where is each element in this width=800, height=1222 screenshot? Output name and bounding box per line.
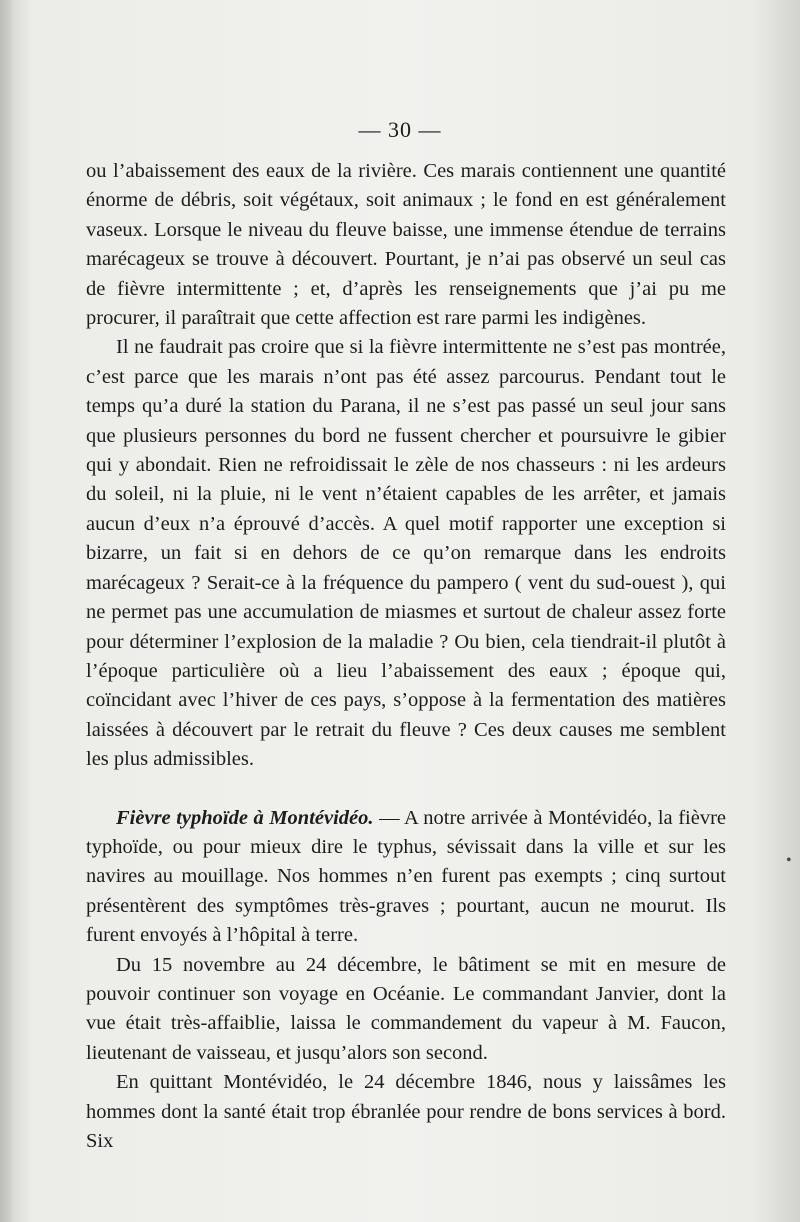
section-rubric: Fièvre typhoïde à Montévidéo. (116, 806, 374, 829)
body-text (86, 157, 726, 1156)
paragraph-departure-preparation: Du 15 novembre au 24 décembre, le bâtiment se mit en mesure de pouvoir continuer son voyage en Océanie. Le commandant Janvier, dont la vue était très-affaiblie, laissa le commandement du vapeur à M. Faucon, lieutenant de vaisseau, et jusqu’alors son second. (86, 953, 726, 1064)
page-number: — 30 — (358, 117, 442, 142)
margin-speck: • (786, 852, 792, 869)
paragraph-typhoid (86, 804, 726, 951)
paragraph-leaving-montevideo: En quittant Montévidéo, le 24 décembre 1846, nous y laissâmes les hommes dont la santé était trop ébranlée pour rendre de bons services à bord. Six (86, 1071, 726, 1152)
paragraph-continuation: ou l’abaissement des eaux de la rivière. Ces marais contiennent une quantité énorme de débris, soit végétaux, soit animaux ; le fond en est généralement vaseux. Lorsque le niveau du fleuve baisse, une immense étendue de terrains marécageux se trouve à découvert. Pourtant, je n’ai pas observé un seul cas de fièvre intermittente ; et, d’après les renseignements que j’ai pu me procurer, il paraîtrait que cette affection est rare parmi les indigènes. (86, 160, 726, 330)
paragraph-intermittent-fever: Il ne faudrait pas croire que si la fièvre intermittente ne s’est pas montrée, c’est parce que les marais n’ont pas été assez parcourus. Pendant tout le temps qu’a duré la station du Parana, il ne s’est pas passé un seul jour sans que plusieurs personnes du bord ne fussent chercher et poursuivre le gibier qui y abondait. Rien ne refroidissait le zèle de nos chasseurs : ni les ardeurs du soleil, ni la pluie, ni le vent n’étaient capables de les arrêter, et jamais aucun d’eux n’a éprouvé d’accès. A quel motif rapporter une exception si bizarre, un fait si en dehors de ce qu’on remarque dans les endroits marécageux ? Serait-ce à la fréquence du pampero ( vent du sud-ouest ), qui ne permet pas une accumulation de miasmes et surtout de chaleur assez forte pour déterminer l’explosion de la maladie ? Ou bien, cela tiendrait-il plutôt à l’époque particulière où a lieu l’abaissement des eaux ; époque qui, coïncidant avec l’hiver de ces pays, s’oppose à la fermentation des matières laissées à découvert par le retrait du fleuve ? Ces deux causes me semblent les plus admissibles. (86, 336, 726, 771)
page-gutter-shadow (0, 0, 14, 1222)
paragraph-typhoid-text: — A notre arrivée à Montévidéo, la fièvre typhoïde, ou pour mieux dire le typhus, sévissait dans la ville et sur les navires au mouillage. Nos hommes n’en furent pas exempts ; cinq surtout présentèrent des symptômes très-graves ; pourtant, aucun ne mourut. Ils furent envoyés à l’hôpital à terre. (86, 806, 726, 947)
